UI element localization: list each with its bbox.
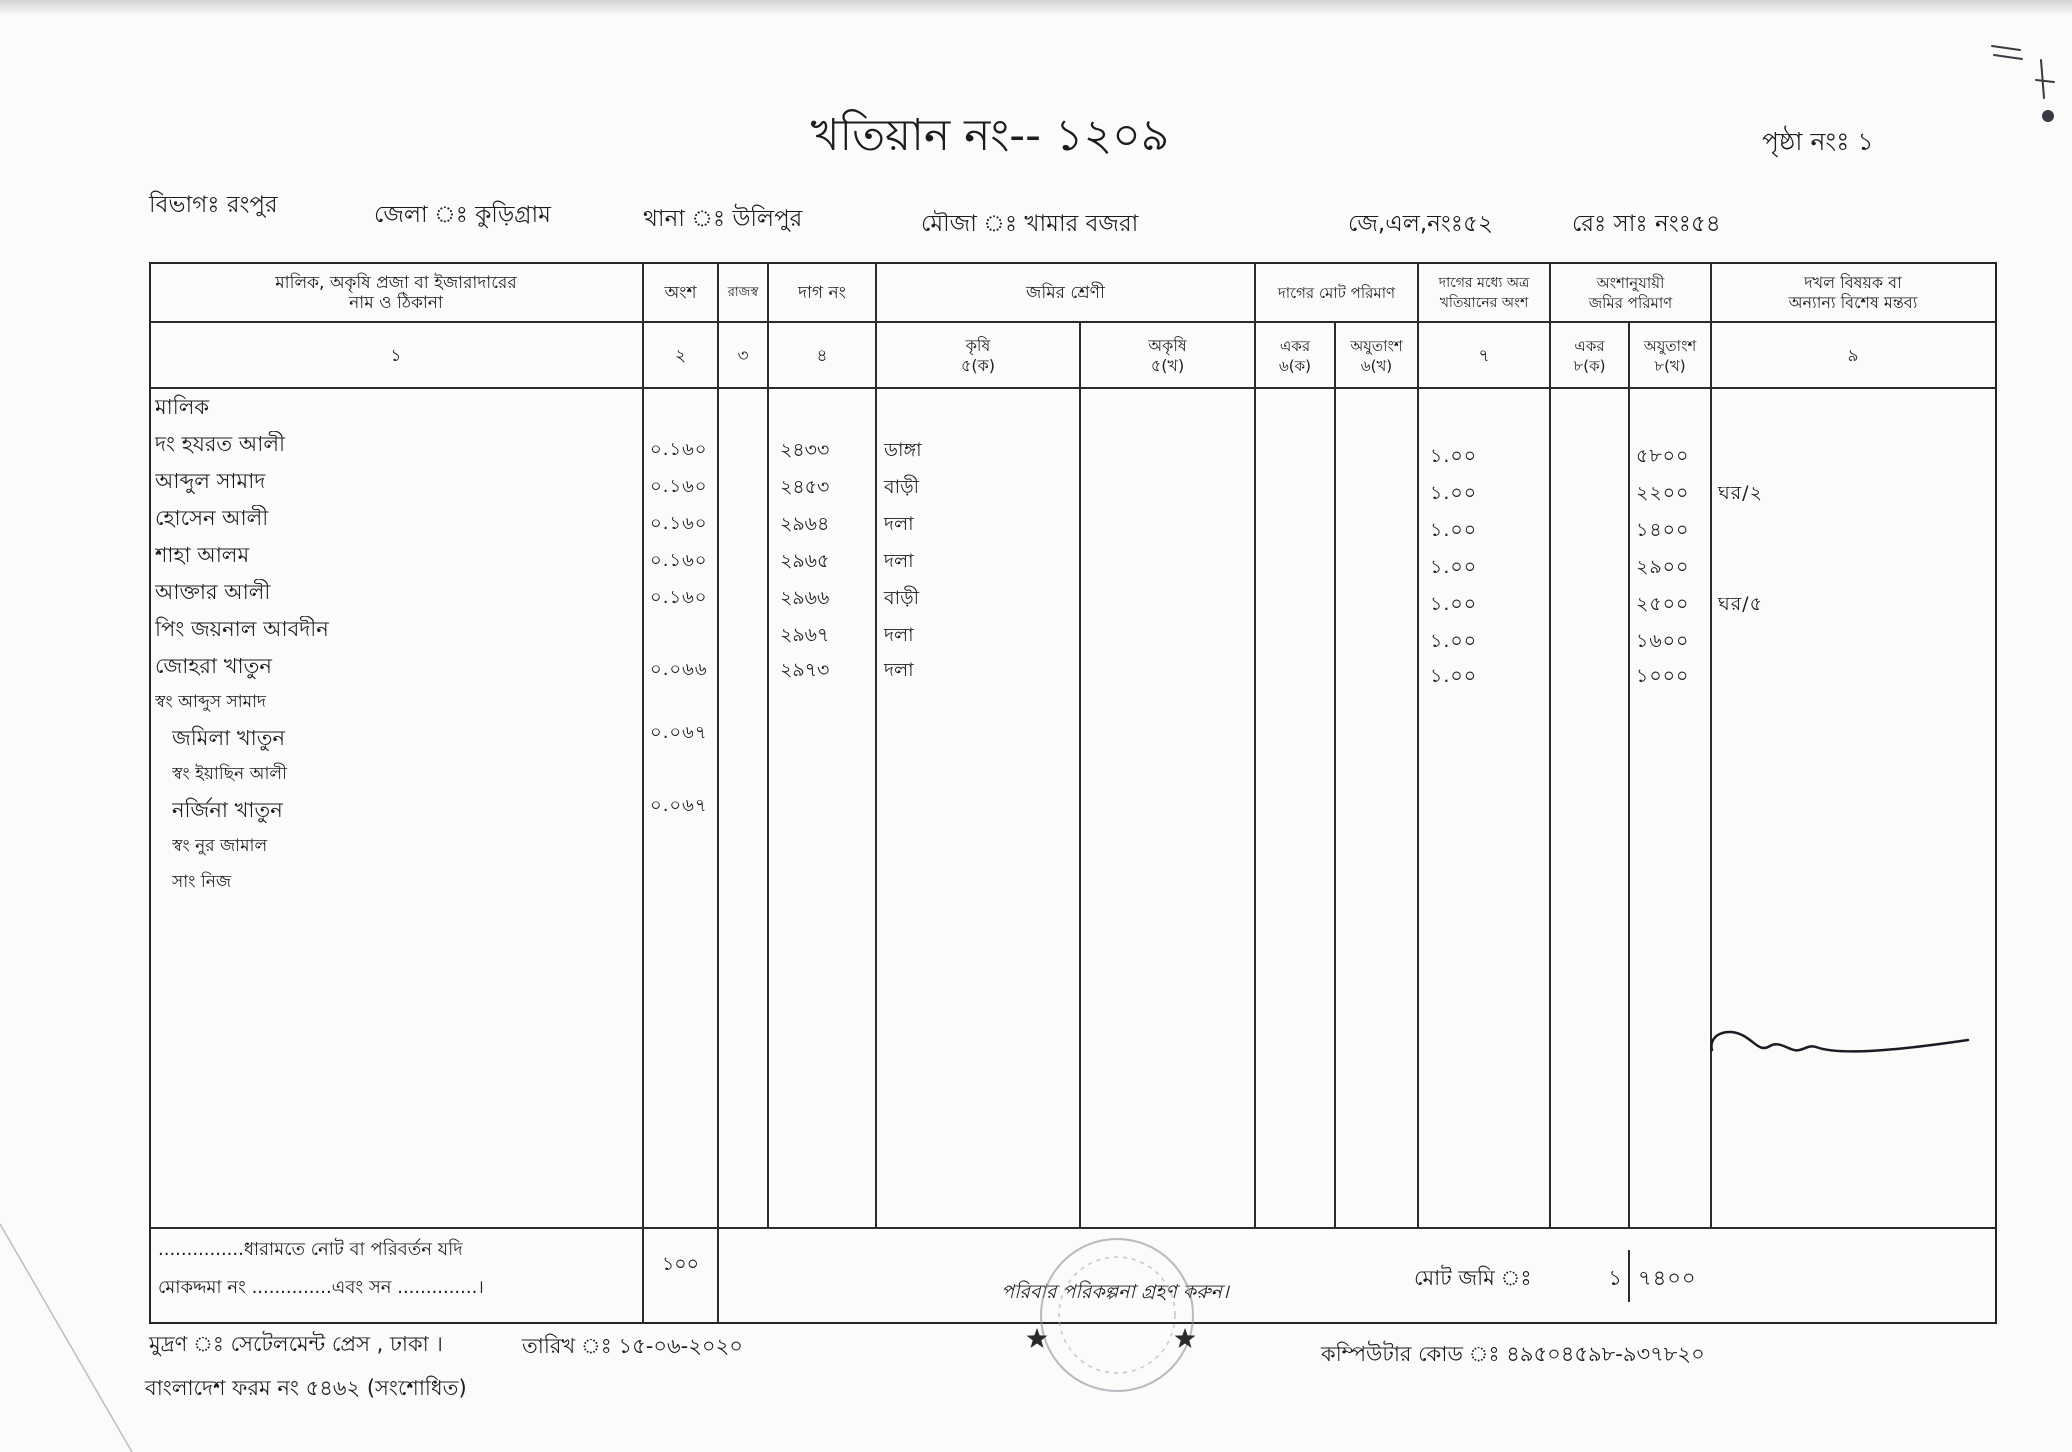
owner-address: সাং নিজ: [172, 872, 232, 892]
thana-field: থানা ঃ উলিপুর: [643, 206, 803, 232]
rs-number-field: রেঃ সাঃ নংঃ৫৪: [1572, 211, 1721, 237]
total-acre: ১: [1608, 1266, 1622, 1290]
area-decimal: ১০০০: [1636, 665, 1690, 687]
area-decimal: ২৫০০: [1636, 593, 1690, 615]
colnum-6b: [1337, 324, 1416, 388]
column-divider: [875, 262, 877, 1228]
owner-name: নর্জিনা খাতুন: [172, 798, 283, 822]
header-share-area: [1552, 264, 1709, 322]
colnum-6b-number: ৬(খ): [1360, 357, 1393, 375]
colnum-5a: [878, 324, 1078, 388]
colnum-5b-number: ৫(খ): [1150, 356, 1185, 375]
plot-row: [0, 474, 2072, 504]
page-title: খতিয়ান নং-- ১২০৯: [810, 110, 1170, 161]
colnum-5a-number: ৫(ক): [960, 356, 996, 375]
share-value: ০.১৬০: [650, 587, 708, 608]
owner-name: জোহরা খাতুন: [155, 654, 272, 678]
area-decimal: ২৯০০: [1636, 556, 1690, 578]
header-share-area-line1: অংশানুযায়ী: [1596, 274, 1665, 292]
share-value: ০.১৬০: [650, 513, 708, 534]
owner-guardian: স্বং নুর জামাল: [172, 836, 268, 856]
colnum-1: ১: [390, 346, 402, 366]
owner-name: শাহা আলম: [155, 543, 250, 567]
header-owner-line2: নাম ও ঠিকানা: [349, 293, 443, 313]
dag-number: ২৯৬৪: [780, 513, 830, 535]
share-total: ১০০: [661, 1253, 700, 1275]
header-land-class: জমির শ্রেণী: [1026, 283, 1105, 303]
footer-divider: [149, 1227, 1997, 1229]
dag-number: ২৪৩৩: [780, 439, 830, 461]
note-line-1: ...............ধারামতে নোট বা পরিবর্তন যদি: [158, 1239, 463, 1260]
land-class: দলা: [884, 550, 914, 572]
dag-number: ২৯৬৫: [780, 550, 830, 572]
total-divider: [1628, 1250, 1630, 1302]
division-field: বিভাগঃ রংপুর: [149, 192, 278, 218]
column-divider: [1254, 262, 1256, 1228]
owner-name: জমিলা খাতুন: [172, 726, 286, 750]
colnum-8a-label: একর: [1574, 337, 1605, 355]
header-dag-no: দাগ নং: [798, 283, 846, 303]
colnum-5b: [1082, 324, 1253, 388]
header-khatian-share: [1420, 264, 1548, 322]
colnum-7: ৭: [1478, 346, 1490, 366]
dag-number: ২৯৬৭: [780, 624, 830, 646]
share-value: ০.০৬৬: [650, 659, 708, 680]
mouza-field: মৌজা ঃ খামার বজরা: [921, 211, 1139, 237]
header-khatian-share-line1: দাগের মধ্যে অত্র: [1438, 275, 1530, 291]
colnum-6a: [1257, 324, 1333, 388]
district-field: জেলা ঃ কুড়িগ্রাম: [374, 202, 551, 228]
column-divider: [1710, 262, 1712, 1228]
area-decimal: ৫৮০০: [1636, 445, 1690, 467]
plot-row: [0, 657, 2072, 687]
land-class: বাড়ী: [884, 587, 920, 609]
colnum-8b: [1631, 324, 1709, 388]
header-remarks-line1: দখল বিষয়ক বা: [1804, 273, 1902, 292]
handwritten-marks: [1992, 46, 2054, 121]
area-decimal: ২২০০: [1636, 482, 1690, 504]
header-share: অংশ: [664, 283, 697, 303]
land-class: ডাঙ্গা: [884, 439, 922, 461]
khatian-share: ১.০০: [1430, 630, 1478, 652]
owner-section-label: মালিক: [155, 395, 210, 419]
column-divider: [767, 262, 769, 1228]
page-number: পৃষ্ঠা নংঃ ১: [1762, 127, 1874, 156]
owner-name: আব্দুল সামাদ: [155, 469, 266, 493]
remark: ঘর/৫: [1718, 593, 1763, 615]
land-class: দলা: [884, 513, 914, 535]
computer-code: কম্পিউটার কোড ঃ ৪৯৫০৪৫৯৮-৯৩৭৮২০: [1321, 1342, 1705, 1366]
header-owner-line1: মালিক, অকৃষি প্রজা বা ইজারাদারের: [275, 273, 517, 293]
khatian-share: ১.০০: [1430, 665, 1478, 687]
owner-guardian: স্বং আব্দুস সামাদ: [155, 692, 266, 712]
land-class: দলা: [884, 659, 914, 681]
column-divider: [717, 262, 719, 1324]
owner-name: পিং জয়নাল আবদীন: [155, 617, 329, 641]
colnum-8a: [1552, 324, 1627, 388]
column-divider: [1549, 262, 1551, 1228]
colnum-6a-number: ৬(ক): [1279, 357, 1311, 375]
total-decimal: ৭৪০০: [1638, 1266, 1697, 1290]
header-remarks-line2: অন্যান্য বিশেষ মন্তব্য: [1788, 293, 1918, 312]
owner-name: দং হযরত আলী: [155, 432, 286, 456]
header-share-area-line2: জমির পরিমাণ: [1588, 294, 1673, 312]
plot-row: [0, 437, 2072, 467]
colnum-5b-label: অকৃষি: [1148, 336, 1187, 355]
colnum-4: ৪: [816, 346, 828, 366]
area-decimal: ১৪০০: [1636, 519, 1690, 541]
header-remarks: [1713, 264, 1993, 322]
khatian-share: ১.০০: [1430, 445, 1478, 467]
press-info: মুদ্রণ ঃ সেটেলমেন্ট প্রেস , ঢাকা ।: [149, 1332, 443, 1356]
land-class: দলা: [884, 624, 914, 646]
colnum-5a-label: কৃষি: [965, 336, 991, 355]
remark: ঘর/২: [1718, 482, 1763, 504]
owner-name: আক্তার আলী: [155, 580, 271, 604]
colnum-9: ৯: [1847, 346, 1859, 366]
colnum-6b-label: অযুতাংশ: [1350, 337, 1403, 355]
dag-number: ২৪৫৩: [780, 476, 830, 498]
colnum-6a-label: একর: [1279, 337, 1311, 355]
note-line-2: মোকদ্দমা নং ..............এবং সন ..............।: [158, 1277, 484, 1298]
colnum-8b-label: অযুতাংশ: [1643, 337, 1697, 355]
header-revenue: রাজস্ব: [727, 285, 759, 300]
plot-row: [0, 622, 2072, 652]
column-divider: [642, 262, 644, 1324]
owner-name: হোসেন আলী: [155, 506, 269, 530]
plot-row: [0, 548, 2072, 578]
land-class: বাড়ী: [884, 476, 920, 498]
share-value: ০.০৬৭: [650, 722, 708, 743]
share-value: ০.১৬০: [650, 476, 708, 497]
seal-star-icon: [1175, 1328, 1196, 1348]
colnum-3: ৩: [737, 346, 749, 366]
paper-fold-line: [0, 1224, 132, 1452]
colnum-8a-number: ৮(ক): [1573, 357, 1606, 375]
print-date: তারিখ ঃ ১৫-০৬-২০২০: [522, 1334, 743, 1358]
share-value: ০.১৬০: [650, 550, 708, 571]
header-owner: [151, 264, 641, 322]
total-land-label: মোট জমি ঃ: [1414, 1266, 1532, 1290]
dag-number: ২৯৭৩: [780, 659, 830, 681]
family-planning-slogan: পরিবার পরিকল্পনা গ্রহণ করুন।: [1001, 1281, 1229, 1303]
header-khatian-share-line2: খতিয়ানের অংশ: [1439, 295, 1529, 311]
jl-number-field: জে,এল,নংঃ৫২: [1348, 211, 1493, 237]
seal-star-icon: [1027, 1328, 1048, 1348]
owner-guardian: স্বং ইয়াছিন আলী: [172, 764, 287, 784]
colnum-8b-number: ৮(খ): [1654, 357, 1686, 375]
khatian-share: ১.০০: [1430, 519, 1478, 541]
colnum-2: ২: [674, 346, 687, 366]
dag-number: ২৯৬৬: [780, 587, 830, 609]
khatian-table: [149, 262, 1997, 1324]
share-value: ০.১৬০: [650, 439, 708, 460]
khatian-share: ১.০০: [1430, 593, 1478, 615]
plot-row: [0, 585, 2072, 615]
khatian-share: ১.০০: [1430, 556, 1478, 578]
plot-row: [0, 511, 2072, 541]
share-value: ০.০৬৭: [650, 795, 708, 816]
column-divider: [1417, 262, 1419, 1228]
area-decimal: ১৬০০: [1636, 630, 1690, 652]
header-dag-total: দাগের মোট পরিমাণ: [1277, 284, 1396, 302]
khatian-share: ১.০০: [1430, 482, 1478, 504]
form-number: বাংলাদেশ ফরম নং ৫৪৬২ (সংশোধিত): [145, 1376, 467, 1400]
scan-edge: [0, 0, 2072, 16]
